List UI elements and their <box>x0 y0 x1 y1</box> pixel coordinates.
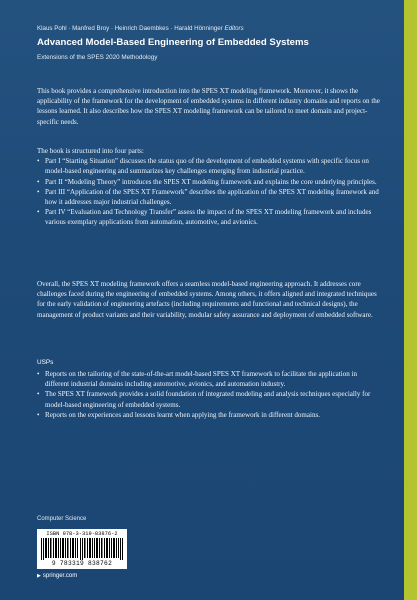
category-label: Computer Science <box>37 516 87 522</box>
publisher-url: springer.com <box>42 573 78 579</box>
publisher-link[interactable] <box>37 573 77 579</box>
usps-list-item: • Reports on the experiences and lessons learnt when applying the framework in different domains. <box>37 410 382 420</box>
barcode-block <box>37 529 127 569</box>
parts-list-item: • Part I “Starting Situation” discusses the status quo of the development of embedded systems with specific focus on model-based engineering and summarizes key challenges emerging from industrial practice. <box>37 156 382 176</box>
parts-section <box>37 146 382 228</box>
book-subtitle: Extensions of the SPES 2020 Methodology <box>37 54 158 61</box>
usps-section <box>37 369 382 420</box>
usps-heading: USPs <box>37 359 54 366</box>
overall-paragraph <box>37 279 382 320</box>
ean-number: 9 783319 838762 <box>51 560 113 567</box>
intro-text: This book provides a comprehensive introduction into the SPES XT modeling framework. Moreover, it shows the applicability of the framework for the development of embedded systems in different industry domains and reports on the lessons learned. It also describes how the SPES XT modeling framework can be tailored to meet domain and project-specific needs. <box>37 87 380 126</box>
authors-names: Klaus Pohl · Manfred Broy · Heinrich Daembkes · Harald Hönninger <box>37 25 223 32</box>
usps-list <box>37 369 382 420</box>
editors-label: Editors <box>224 25 244 32</box>
usps-list-item: • The SPES XT framework provides a solid foundation of integrated modeling and analysis techniques especially for model-based engineering of embedded systems. <box>37 389 382 409</box>
parts-list-item: • Part II “Modeling Theory” introduces the SPES XT modeling framework and explains the core underlying principles. <box>37 177 382 187</box>
parts-list-item: • Part IV “Evaluation and Technology Transfer” assess the impact of the SPES XT modeling framework and includes various exemplary applications from automation, automotive, and avionics. <box>37 207 382 227</box>
parts-list-item: • Part III “Application of the SPES XT Framework” describes the application of the SPES XT modeling framework and how it addresses major industrial challenges. <box>37 187 382 207</box>
intro-paragraph <box>37 86 382 127</box>
arrow-right-icon: ▶ <box>37 573 41 579</box>
barcode-icon <box>41 538 123 560</box>
overall-text: Overall, the SPES XT modeling framework offers a seamless model-based engineering approach. It addresses core challenges faced during the engineering of embedded systems. Among others, it offers aligned and integrated techniques for the early validation of engineering artefacts (including requirements and functional and technical designs), the management of product variants and their variability, modular safety assurance and deployment of embedded software. <box>37 280 377 319</box>
usps-list-item: • Reports on the tailoring of the state-of-the-art model-based SPES XT framework to facilitate the application in different industrial domains including automotive, avionics, and automation industry. <box>37 369 382 389</box>
authors-line <box>37 25 397 32</box>
isbn-text: ISBN 978-3-319-83876-2 <box>46 531 118 537</box>
parts-heading: The book is structured into four parts: <box>37 147 144 155</box>
parts-list <box>37 156 382 227</box>
book-title: Advanced Model-Based Engineering of Embedded Systems <box>37 37 309 48</box>
accent-strip <box>404 0 417 600</box>
